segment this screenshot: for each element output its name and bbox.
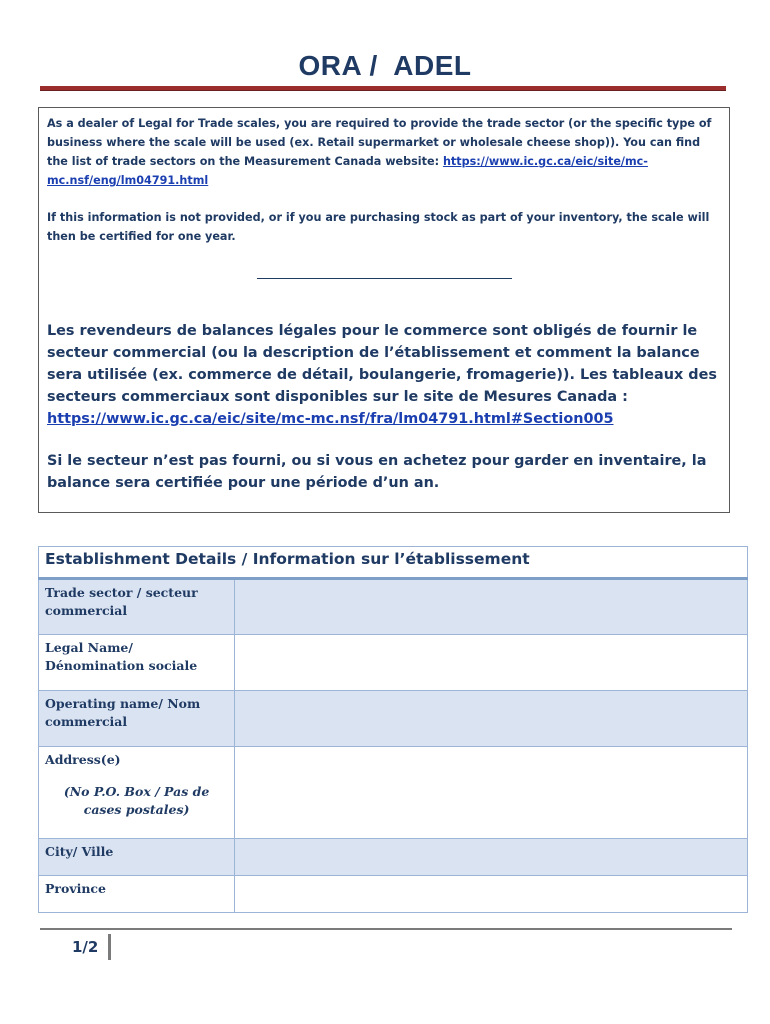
- address-label-cell: [39, 747, 235, 839]
- operating-name-label: Operating name/ Nom commercial: [39, 691, 235, 747]
- page-title: ORA / ADEL: [298, 50, 472, 81]
- footer-divider: [40, 928, 732, 930]
- address-label: Address(e): [45, 752, 121, 767]
- address-field[interactable]: [235, 747, 748, 839]
- page-number: 1/2: [72, 938, 99, 956]
- province-field[interactable]: [235, 876, 748, 913]
- city-label: City/ Ville: [39, 839, 235, 876]
- operating-name-field[interactable]: [235, 691, 748, 747]
- notice-fr-paragraph-1: [47, 320, 721, 430]
- notice-en-paragraph-1: [47, 114, 721, 190]
- measurement-canada-link-fr[interactable]: https://www.ic.gc.ca/eic/site/mc-mc.nsf/fra/lm04791.html#Section005: [47, 411, 614, 427]
- measurement-canada-link-en[interactable]: https://www.ic.gc.ca/eic/site/mc-mc.nsf/eng/lm04791.html: [47, 155, 648, 187]
- notice-box: [38, 107, 730, 513]
- table-header-row: [39, 547, 748, 579]
- notice-en-text-1: As a dealer of Legal for Trade scales, you are required to provide the trade sector (or the specific type of business where the scale will be used (ex. Retail supermarket or wholesale cheese shop)). You can find the list of trade sectors on the Measurement Canada website:: [47, 117, 712, 168]
- title-divider: [40, 86, 726, 91]
- table-row-province: [39, 876, 748, 913]
- province-label: Province: [39, 876, 235, 913]
- legal-name-label: Legal Name/ Dénomination sociale: [39, 635, 235, 691]
- table-row-city: [39, 839, 748, 876]
- trade-sector-label: Trade sector / secteur commercial: [39, 579, 235, 635]
- legal-name-field[interactable]: [235, 635, 748, 691]
- notice-fr-text-1: Les revendeurs de balances légales pour le commerce sont obligés de fournir le secteur commercial (ou la description de l’établissement et comment la balance sera utilisée (ex. commerce de détail, boulangerie, fromagerie)). Les tableaux des secteurs commerciaux sont disponibles sur le site de Mesures Canada :: [47, 323, 717, 405]
- city-field[interactable]: [235, 839, 748, 876]
- table-row-operating-name: [39, 691, 748, 747]
- page-number-bar: [108, 934, 111, 960]
- trade-sector-field[interactable]: [235, 579, 748, 635]
- section-separator: [47, 266, 721, 286]
- establishment-heading: Establishment Details / Information sur l’établissement: [39, 547, 748, 579]
- separator-line: [257, 266, 512, 279]
- table-row-trade-sector: [39, 579, 748, 635]
- table-row-legal-name: [39, 635, 748, 691]
- establishment-details-table: [38, 546, 748, 913]
- table-row-address: [39, 747, 748, 839]
- notice-en-paragraph-2: If this information is not provided, or if you are purchasing stock as part of your inventory, the scale will then be certified for one year.: [47, 211, 710, 243]
- notice-fr-paragraph-2: Si le secteur n’est pas fourni, ou si vous en achetez pour garder en inventaire, la balance sera certifiée pour une période d’un an.: [47, 453, 707, 491]
- address-note: (No P.O. Box / Pas de cases postales): [63, 784, 210, 817]
